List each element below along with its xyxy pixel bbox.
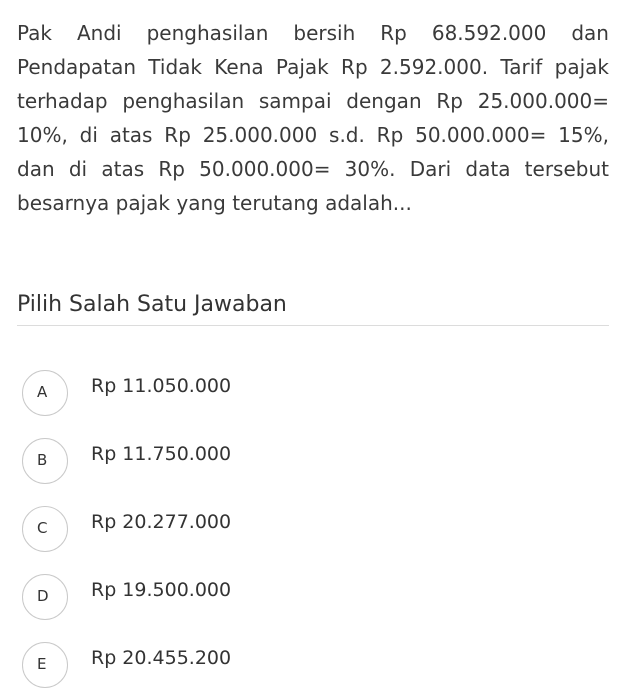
answer-option-c[interactable] [22, 496, 602, 564]
option-text: Rp 11.750.000 [91, 443, 232, 465]
answer-options-list [22, 360, 602, 700]
answer-option-d[interactable] [22, 564, 602, 632]
option-text: Rp 20.455.200 [91, 647, 232, 669]
question-text: Pak Andi penghasilan bersih Rp 68.592.000 dan Pendapatan Tidak Kena Pajak Rp 2.592.000. Tarif pajak terhadap penghasilan sampai dengan Rp 25.000.000= 10%, di atas Rp 25.000.000 s.d. Rp 50.000.000= 15%, dan di atas Rp 50.000.000= 30%. Dari data tersebut besarnya pajak yang terutang adalah... [17, 21, 609, 215]
answer-option-e[interactable] [22, 632, 602, 700]
option-letter: D [37, 587, 49, 605]
option-letter: E [37, 655, 47, 673]
option-text: Rp 11.050.000 [91, 375, 232, 397]
section-divider [17, 325, 609, 326]
option-letter: C [37, 519, 48, 537]
option-letter: B [37, 451, 48, 469]
answer-option-b[interactable] [22, 428, 602, 496]
option-text: Rp 20.277.000 [91, 511, 232, 533]
answer-section-title: Pilih Salah Satu Jawaban [17, 292, 287, 317]
option-letter: A [37, 383, 48, 401]
option-text: Rp 19.500.000 [91, 579, 232, 601]
answer-option-a[interactable] [22, 360, 602, 428]
